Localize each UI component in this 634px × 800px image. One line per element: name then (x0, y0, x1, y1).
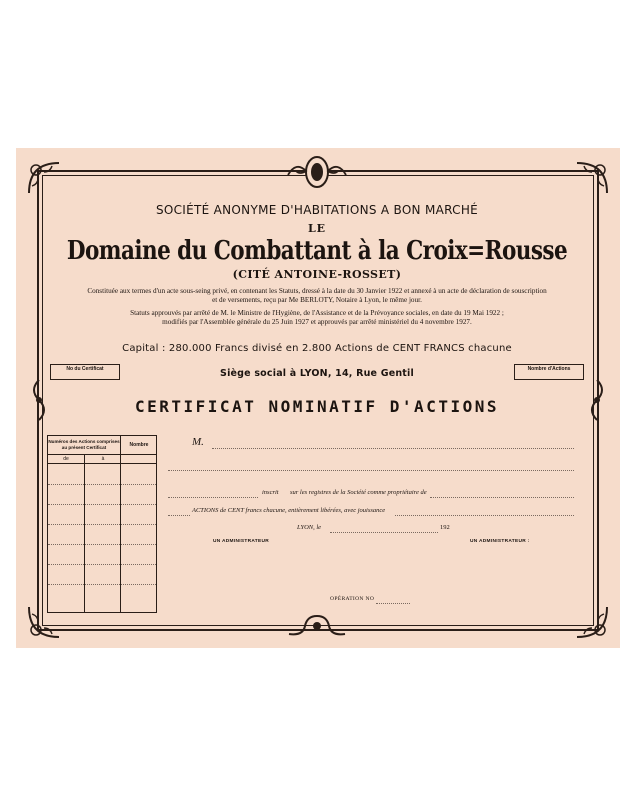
corner-ornament-top-left (24, 158, 64, 198)
company-type: SOCIÉTÉ ANONYME D'HABITATIONS A BON MARCHÉ (155, 203, 479, 217)
shares-table (47, 435, 157, 613)
operation-label: OPÉRATION NO (330, 596, 375, 602)
table-header-count: Nombre (129, 442, 149, 448)
table-row-line (48, 564, 156, 565)
company-name: Domaine du Combattant à la Croix=Rousse (66, 236, 568, 266)
table-subcol-divider (84, 454, 85, 612)
registry-statement: sur les registres de la Société comme propriétaire de (290, 489, 427, 496)
medallion-ornament-top (286, 153, 348, 191)
place-date-label: LYON, le (297, 524, 322, 531)
table-subheader-to: à (101, 456, 105, 462)
actions-prefix-line[interactable] (168, 515, 190, 516)
shares-owned-line[interactable] (430, 497, 574, 498)
inscrit-label: inscrit (262, 489, 279, 496)
actions-statement: ACTIONS de CENT francs chacune, entièrement libérées, avec jouissance (192, 507, 386, 514)
operation-number-line[interactable] (376, 603, 410, 604)
holder-prefix: M. (192, 436, 204, 448)
administrator-left-label: UN ADMINISTRATEUR (213, 539, 269, 544)
certificate-title: CERTIFICAT NOMINATIF D'ACTIONS (135, 397, 499, 416)
constitution-line-2: et de versements, reçu par Me BERLOTY, Notaire à Lyon, le même jour. (212, 296, 422, 304)
registry-prefix-line[interactable] (168, 497, 258, 498)
table-row-line (48, 504, 156, 505)
table-row-line (48, 524, 156, 525)
table-header-rule (48, 454, 156, 455)
date-line[interactable] (330, 532, 438, 533)
administrator-right-label: UN ADMINISTRATEUR : (470, 539, 530, 544)
holder-name-line[interactable] (212, 448, 574, 449)
statuts-line-1: Statuts approuvés par arrêté de M. le Ministre de l'Hygiène, de l'Assistance et de la Prévoyance sociales, en date du 19 Mai 1922 ; (130, 309, 504, 317)
scroll-ornament-bottom (286, 612, 348, 642)
table-row-line (48, 584, 156, 585)
year-prefix: 192 (440, 524, 450, 531)
article-le: LE (307, 222, 327, 235)
table-row-line (48, 484, 156, 485)
corner-ornament-bottom-right (572, 602, 612, 642)
holder-address-line[interactable] (168, 470, 574, 471)
table-subheader-rule (48, 463, 156, 464)
company-subname: (CITÉ ANTOINE-ROSSET) (232, 268, 402, 281)
registered-office: Siège social à LYON, 14, Rue Gentil (220, 368, 414, 379)
table-subheader-from: de (63, 456, 69, 462)
capital-line: Capital : 280.000 Francs divisé en 2.800 Actions de CENT FRANCS chacune (122, 343, 512, 354)
corner-ornament-top-right (572, 158, 612, 198)
statuts-line-2: modifiés par l'Assemblée générale du 25 Juin 1927 et approuvés par arrêté ministériel du 4 novembre 1927. (162, 318, 472, 326)
constitution-line-1: Constituée aux termes d'un acte sous-seing privé, en contenant les Statuts, dressé à la date du 30 Janvier 1922 et annexé à un acte de déclaration de souscription (87, 287, 547, 295)
table-header-numbers: Numéros des Actions comprises au présent Certificat (48, 439, 120, 450)
table-row-line (48, 544, 156, 545)
dividend-line[interactable] (395, 515, 574, 516)
share-count-label: Nombre d'Actions (527, 366, 571, 372)
certificate-number-label: No du Certificat (66, 366, 104, 372)
